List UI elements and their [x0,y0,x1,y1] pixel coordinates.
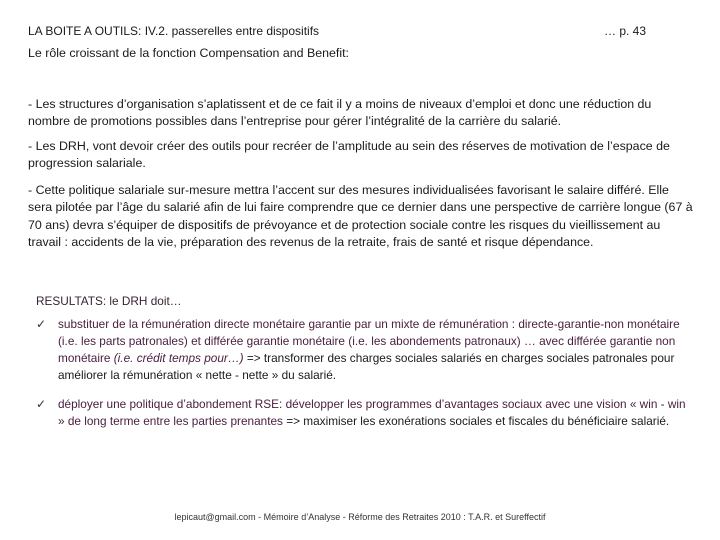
result-item: ✓ déployer une politique d’abondement RSE: développer les programmes d’avantages sociaux avec une vision « win - win » de long terme entre les parties prenantes => maximiser les exonérations sociales et fiscales du bénéficiaire salarié. [36,397,686,428]
paragraph-salary-policy: - Cette politique salariale sur-mesure mettra l’accent sur des mesures individualisées favorisant le salaire différé. Elle sera pilotée par l’âge du salarié afin de lui faire comprendre que ce dernier dans une perspective de carrière longue (67 à 70 ans) devra s’équiper de dispositifs de prévoyance et de protection sociale contre les risques du vieillissement au travail : accidents de la vie, préparation des revenus de la retraite, frais de santé et risque dépendance. [28,183,693,250]
results-title: RESULTATS: le DRH doit… [36,294,182,308]
section-subtitle: Le rôle croissant de la fonction Compensation and Benefit: [28,46,349,60]
paragraph-drh-tools: - Les DRH, vont devoir créer des outils pour recréer de l’amplitude au sein des réserves de motivation de l’espace de progression salariale. [28,139,670,171]
results-list [36,316,688,430]
footer-note: lepicaut@gmail.com - Mémoire d’Analyse - Réforme des Retraites 2010 : T.A.R. et Sureffectif [174,512,546,522]
paragraph-structures: - Les structures d’organisation s’aplatissent et de ce fait il y a moins de niveaux d’emploi et donc une réduction du nombre de promotions possibles dans l’entreprise pour gérer l’intégralité de la carrière du salarié. [28,97,652,129]
header-title: LA BOITE A OUTILS: IV.2. passerelles entre dispositifs [28,24,320,38]
result-item: ✓ substituer de la rémunération directe monétaire garantie par un mixte de rémunération : directe-garantie-non monétaire (i.e. les parts patronales) et différée garantie monétaire (i.e. les abondements patronaux) … avec différée garantie non monétaire (i.e. crédit temps pour…) => transformer des charges sociales salariés en charges sociales patronales pour améliorer la rémunération « nette - nette » du salarié. [36,317,680,382]
checkmark-icon: ✓ [36,397,47,411]
page-number: … p. 43 [604,24,647,38]
checkmark-icon: ✓ [36,317,47,331]
